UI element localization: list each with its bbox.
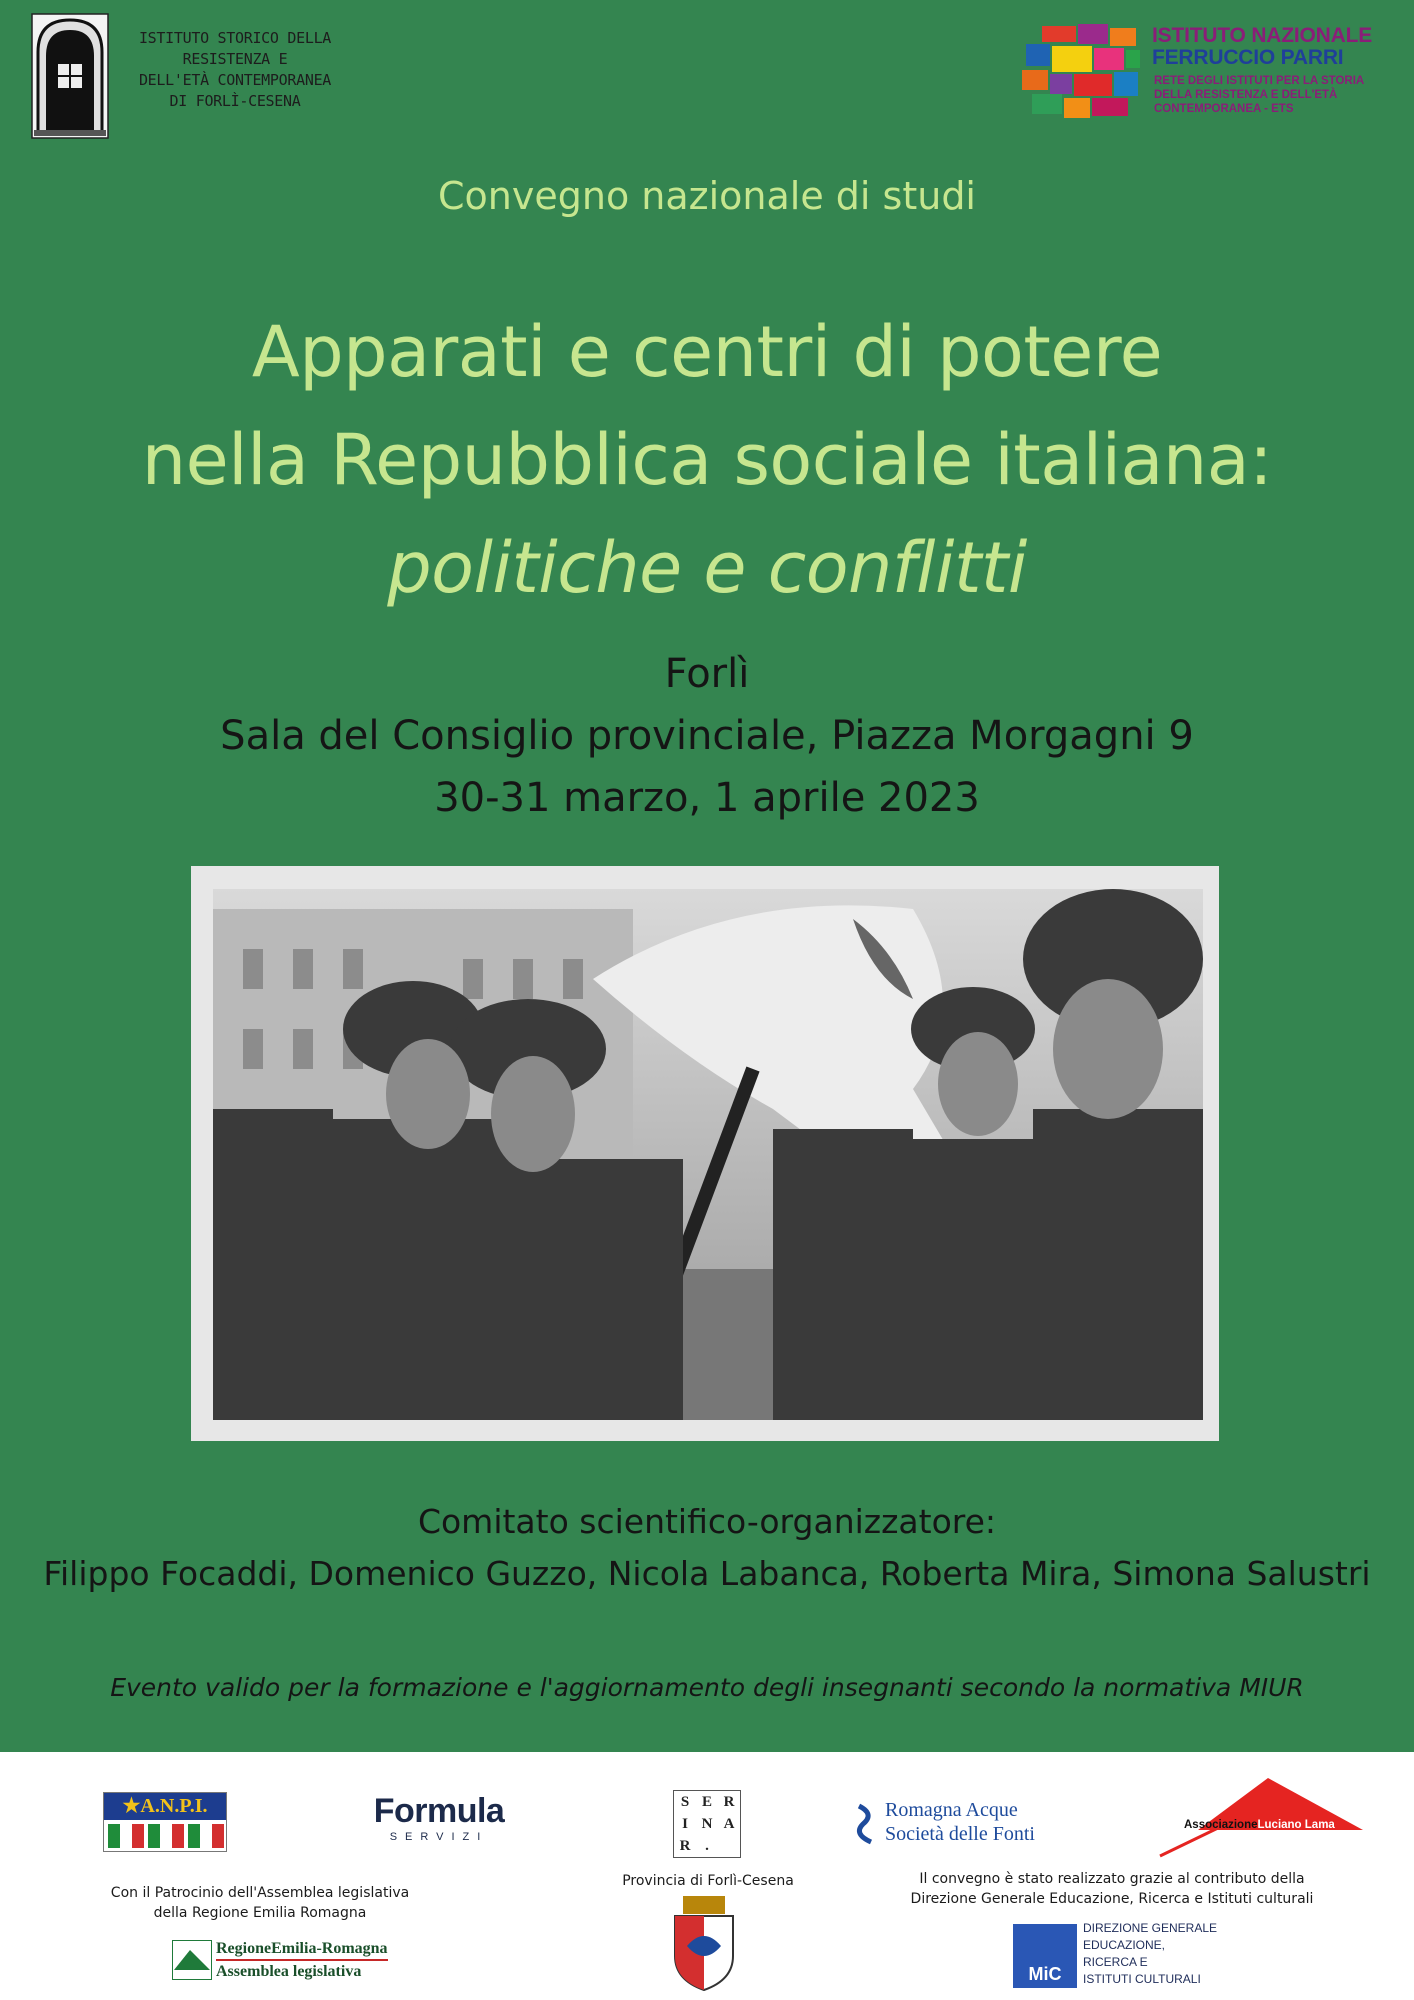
parri-subtitle: RETE DEGLI ISTITUTI PER LA STORIA DELLA RESISTENZA E DELL'ETÀ CONTEMPORANEA - ETS [1154,75,1365,115]
convegno-label: Convegno nazionale di studi [438,174,976,218]
anpi-logo: ★A.N.P.I. [103,1792,227,1852]
water-wave-icon [855,1802,879,1846]
dates: 30-31 marzo, 1 aprile 2023 [434,775,980,821]
luciano-lama-logo: AssociazioneLuciano Lama [1158,1778,1368,1858]
serinar-logo: S E R I N A R . [673,1790,741,1858]
provincia-coat-of-arms-icon [669,1896,739,1992]
city: Forlì [664,651,750,697]
romagna-acque-logo: Romagna Acque Società delle Fonti [855,1798,1045,1852]
contributo-text: Il convegno è stato realizzato grazie al contributo della Direzione Generale Educazione, Ricerca e Istituti culturali [910,1871,1314,1907]
location-block [0,643,1414,829]
regione-emblem-icon [172,1940,212,1980]
historical-soldiers-photo [213,889,1203,1420]
title-line-2: nella Repubblica sociale italiana: [141,419,1273,501]
mic-emblem-icon: MiC [1013,1924,1077,1988]
red-roof-icon [1158,1778,1368,1858]
title-line-3: politiche e conflitti [387,527,1027,609]
provincia-text: Provincia di Forlì-Cesena [622,1873,794,1889]
committee-label: Comitato scientifico-organizzatore: [417,1502,997,1541]
mic-logo: MiC DIREZIONE GENERALE EDUCAZIONE, RICERCA E ISTITUTI CULTURALI [1013,1920,1273,1992]
committee-names: Filippo Focaddi, Domenico Guzzo, Nicola Labanca, Roberta Mira, Simona Salustri [43,1554,1371,1593]
anpi-flags-icon [104,1820,226,1850]
parri-mosaic-logo [1022,24,1140,120]
parri-title: ISTITUTO NAZIONALE FERRUCCIO PARRI [1152,24,1373,69]
isr-name: ISTITUTO STORICO DELLA RESISTENZA E DELL'ETÀ CONTEMPORANEA DI FORLÌ-CESENA [138,29,332,110]
committee-block [0,1496,1414,1600]
venue: Sala del Consiglio provinciale, Piazza Morgagni 9 [220,713,1194,759]
conference-title [0,298,1414,622]
event-note: Evento valido per la formazione e l'aggiornamento degli insegnanti secondo la normativa MIUR [110,1673,1304,1702]
regione-emilia-romagna-logo: RegioneEmilia-Romagna Assemblea legislativa [172,1938,372,1984]
title-line-1: Apparati e centri di potere [251,311,1163,393]
formula-servizi-logo: Formula SERVIZI [373,1792,505,1843]
patrocinio-text: Con il Patrocinio dell'Assemblea legislativa della Regione Emilia Romagna [110,1885,410,1921]
isr-arch-door-logo [30,12,110,140]
